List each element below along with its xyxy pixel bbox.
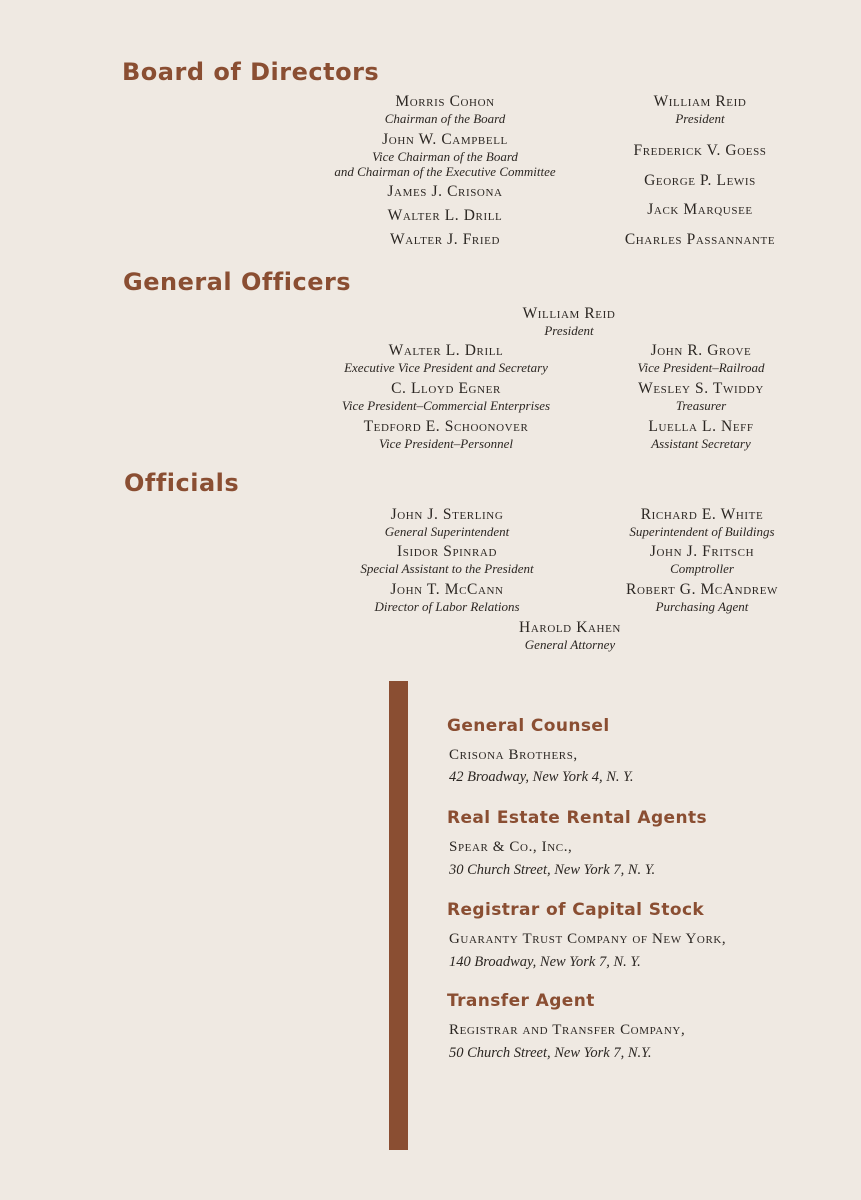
officer — [541, 342, 861, 375]
official — [542, 506, 861, 539]
person-title: President — [675, 111, 725, 126]
person-name: John J. Sterling — [390, 506, 504, 523]
board-member — [540, 142, 860, 160]
registrar-heading: Registrar of Capital Stock — [447, 900, 705, 920]
person-title: Vice Chairman of the Board — [372, 149, 518, 164]
person-title: Director of Labor Relations — [374, 599, 520, 614]
person-name: Luella L. Neff — [648, 418, 754, 435]
accent-bar — [389, 681, 408, 1150]
board-member — [540, 231, 860, 249]
board-heading: Board of Directors — [122, 58, 380, 86]
general-counsel-heading: General Counsel — [447, 716, 610, 736]
person-title: Executive Vice President and Secretary — [344, 360, 548, 375]
person-name: John W. Campbell — [382, 131, 508, 148]
firm-name: Spear & Co., Inc., — [449, 839, 573, 855]
person-title: Purchasing Agent — [655, 599, 749, 614]
person-name: James J. Crisona — [387, 183, 503, 200]
officers-heading: General Officers — [123, 268, 352, 296]
firm-name: Guaranty Trust Company of New York, — [449, 931, 727, 947]
firm-address: 140 Broadway, New York 7, N. Y. — [449, 954, 641, 970]
person-name: Tedford E. Schoonover — [363, 418, 529, 435]
officials-heading: Officials — [124, 469, 240, 497]
person-title-line2: and Chairman of the Executive Committee — [334, 164, 556, 179]
officer — [541, 418, 861, 451]
board-member — [540, 201, 860, 219]
person-name: William Reid — [653, 93, 747, 110]
official — [542, 581, 861, 614]
person-name: Richard E. White — [640, 506, 764, 523]
officer — [541, 380, 861, 413]
person-name: John R. Grove — [650, 342, 752, 359]
firm-address: 42 Broadway, New York 4, N. Y. — [449, 769, 634, 785]
firm-address: 30 Church Street, New York 7, N. Y. — [449, 862, 656, 878]
officer — [409, 305, 729, 338]
firm-name: Registrar and Transfer Company, — [449, 1022, 686, 1038]
person-title: Special Assistant to the President — [360, 561, 534, 576]
person-name: C. Lloyd Egner — [391, 380, 501, 397]
firm-name: Crisona Brothers, — [449, 747, 578, 763]
person-name: Charles Passannante — [624, 231, 776, 248]
person-name: Walter J. Fried — [390, 231, 500, 248]
person-title: Vice President–Commercial Enterprises — [341, 398, 551, 413]
person-name: George P. Lewis — [644, 172, 756, 189]
transfer-agent-heading: Transfer Agent — [447, 991, 595, 1011]
person-name: John T. McCann — [390, 581, 504, 598]
person-title: General Attorney — [524, 637, 616, 652]
person-title: Comptroller — [670, 561, 734, 576]
official — [542, 543, 861, 576]
board-member — [540, 172, 860, 190]
official — [410, 619, 730, 652]
person-title: Assistant Secretary — [651, 436, 751, 451]
board-member — [540, 93, 860, 126]
person-title: General Superintendent — [384, 524, 510, 539]
person-name: Jack Marqusee — [647, 201, 753, 218]
person-title: President — [544, 323, 594, 338]
person-name: Isidor Spinrad — [396, 543, 497, 560]
person-name: Robert G. McAndrew — [626, 581, 778, 598]
rental-agents-heading: Real Estate Rental Agents — [447, 808, 708, 828]
person-title: Treasurer — [675, 398, 727, 413]
person-name: Walter L. Drill — [388, 342, 504, 359]
person-name: Walter L. Drill — [387, 207, 503, 224]
person-title: Superintendent of Buildings — [629, 524, 775, 539]
person-name: Harold Kahen — [519, 619, 621, 636]
person-title: Chairman of the Board — [384, 111, 506, 126]
firm-address: 50 Church Street, New York 7, N.Y. — [449, 1045, 652, 1061]
person-title: Vice President–Personnel — [379, 436, 513, 451]
person-name: Wesley S. Twiddy — [638, 380, 764, 397]
person-name: Frederick V. Goess — [633, 142, 767, 159]
person-title: Vice President–Railroad — [637, 360, 765, 375]
person-name: William Reid — [522, 305, 616, 322]
person-name: Morris Cohon — [395, 93, 495, 110]
person-name: John J. Fritsch — [649, 543, 755, 560]
